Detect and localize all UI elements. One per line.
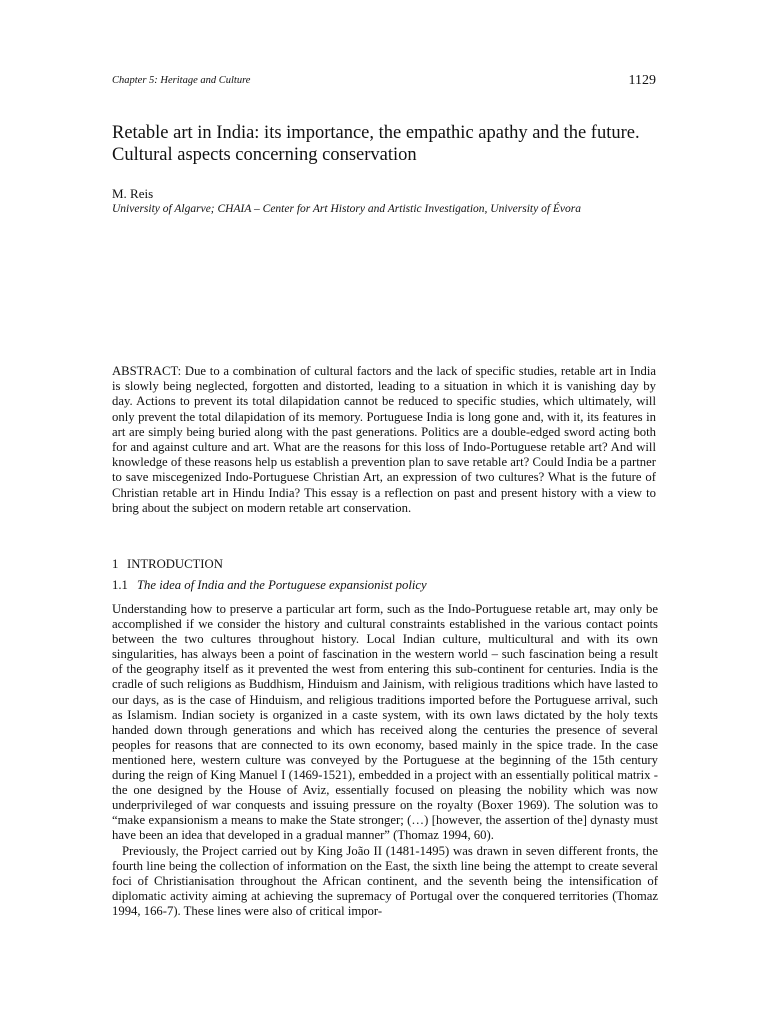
subsection-title: The idea of India and the Portuguese expansionist policy <box>137 578 427 592</box>
article-title: Retable art in India: its importance, the empathic apathy and the future. Cultural aspects concerning conservation <box>112 123 640 165</box>
section-title: INTRODUCTION <box>127 557 223 571</box>
page-number: 1129 <box>628 73 656 88</box>
section-number: 1 <box>112 557 119 571</box>
author-name: M. Reis <box>112 186 154 201</box>
body-paragraph-1: Understanding how to preserve a particular art form, such as the Indo-Portuguese retable art, may only be accomplished if we consider the history and cultural constraints established in the various contact points between the two cultures throughout history. Local Indian culture, multicultural and with its own singularities, has always been a point of fascination in the western world – such fascination being a result of the geography itself as it prevented the west from entering this sub-continent for centuries. India is the cradle of such religions as Buddhism, Hinduism and Jainism, with religious traditions which have lasted to our days, as is the case of Hinduism, and religious traditions imported before the Portuguese arrival, such as Islamism. Indian society is organized in a caste system, with its own laws dictated by the holy texts handed down through generations and which has received along the centuries the presence of several peoples for reasons that are connected to its own economy, based mainly in the spice trade. In the case mentioned here, western culture was conveyed by the Portuguese at the beginning of the 15th century during the reign of King Manuel I (1469-1521), embedded in a project with an essentially political matrix - the one designed by the House of Aviz, essentially focused on pleasing the nobility which was now underprivileged of war conquests and issuing pressure on the royalty (Boxer 1969). The solution was to “make expansionism a means to make the State stronger; (…) [however, the assertion of the] dynasty must have been an idea that developed in a gradual manner” (Thomaz 1994, 60). <box>112 602 658 843</box>
body-text <box>112 602 658 919</box>
subsection-number: 1.1 <box>112 578 128 592</box>
section-heading <box>112 557 223 572</box>
author-affiliation: University of Algarve; CHAIA – Center for Art History and Artistic Investigation, University of Évora <box>112 203 582 215</box>
body-paragraph-2: Previously, the Project carried out by King João II (1481-1495) was drawn in seven different fronts, the fourth line being the collection of information on the East, the sixth line being the attempt to create several foci of Christianisation throughout the African continent, and the seventh being the intensification of diplomatic activity aiming at achieving the supremacy of Portugal over the conquered territories (Thomaz 1994, 166-7). These lines were also of critical impor- <box>112 843 658 918</box>
abstract: ABSTRACT: Due to a combination of cultural factors and the lack of specific studies, retable art in India is slowly being neglected, forgotten and distorted, leading to a situation in which it is vanishing day by day. Actions to prevent its total dilapidation cannot be reduced to specific studies, which ultimately, will only prevent the total dilapidation of its memory. Portuguese India is long gone and, with it, its features in art are simply being buried along with the past generations. Politics are a double-edged sword acting both for and against culture and art. What are the reasons for this loss of Indo-Portuguese retable art? And will knowledge of these reasons help us establish a prevention plan to save retable art? Could India be a partner to save miscegenized Indo-Portuguese Christian Art, an expression of two cultures? What is the future of Christian retable art in Hindu India? This essay is a reflection on past and present history with a view to bring about the subject on modern retable art conservation. <box>112 364 656 515</box>
running-head: Chapter 5: Heritage and Culture <box>112 75 251 86</box>
subsection-heading <box>112 578 427 593</box>
